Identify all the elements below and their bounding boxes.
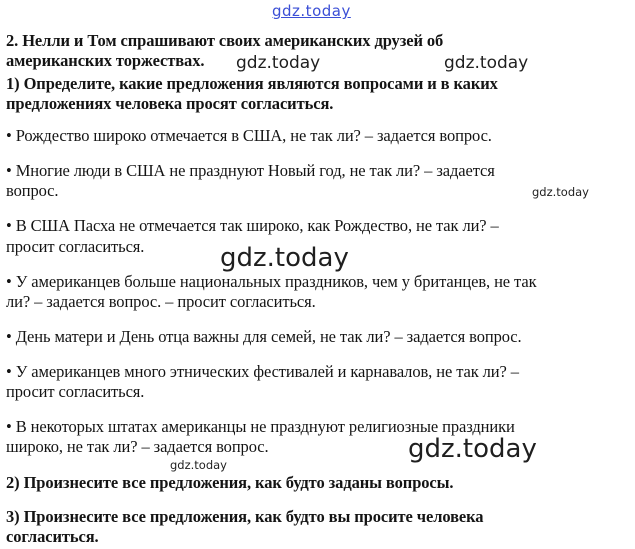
- list-item-4-line-1: • У американцев больше национальных праздников, чем у британцев, не так: [6, 272, 537, 291]
- watermark-1: gdz.today: [236, 53, 321, 73]
- watermark-6: gdz.today: [170, 458, 227, 472]
- watermark-top: gdz.today: [272, 2, 351, 20]
- list-item-1: • Рождество широко отмечается в США, не так ли? – задается вопрос.: [6, 126, 492, 145]
- task1-line-1: 1) Определите, какие предложения являются вопросами и в каких: [6, 74, 498, 93]
- list-item-7-line-2: широко, не так ли? – задается вопрос.: [6, 437, 269, 456]
- watermark-3: gdz.today: [532, 185, 589, 199]
- task3-line-1: 3) Произнесите все предложения, как будто вы просите человека: [6, 507, 484, 526]
- list-item-3-line-2: просит согласиться.: [6, 237, 145, 256]
- heading-line-1: 2. Нелли и Том спрашивают своих американских друзей об: [6, 31, 444, 50]
- list-item-7-line-1: • В некоторых штатах американцы не празднуют религиозные праздники: [6, 417, 515, 436]
- list-item-5: • День матери и День отца важны для семей, не так ли? – задается вопрос.: [6, 327, 522, 346]
- list-item-2-line-1: • Многие люди в США не празднуют Новый год, не так ли? – задается: [6, 161, 495, 180]
- watermark-4: gdz.today: [220, 243, 349, 273]
- list-item-6-line-2: просит согласиться.: [6, 382, 145, 401]
- list-item-3-line-1: • В США Пасха не отмечается так широко, как Рождество, не так ли? –: [6, 216, 499, 235]
- heading-line-2: американских торжествах.: [6, 51, 205, 70]
- watermark-2: gdz.today: [444, 53, 529, 73]
- list-item-6-line-1: • У американцев много этнических фестивалей и карнавалов, не так ли? –: [6, 362, 519, 381]
- task1-line-2: предложениях человека просят согласиться.: [6, 94, 334, 113]
- task2-line-1: 2) Произнесите все предложения, как будто заданы вопросы.: [6, 473, 454, 492]
- list-item-2-line-2: вопрос.: [6, 181, 59, 200]
- list-item-4-line-2: ли? – задается вопрос. – просит согласиться.: [6, 292, 316, 311]
- watermark-5: gdz.today: [408, 434, 537, 464]
- task3-line-2: согласиться.: [6, 527, 99, 546]
